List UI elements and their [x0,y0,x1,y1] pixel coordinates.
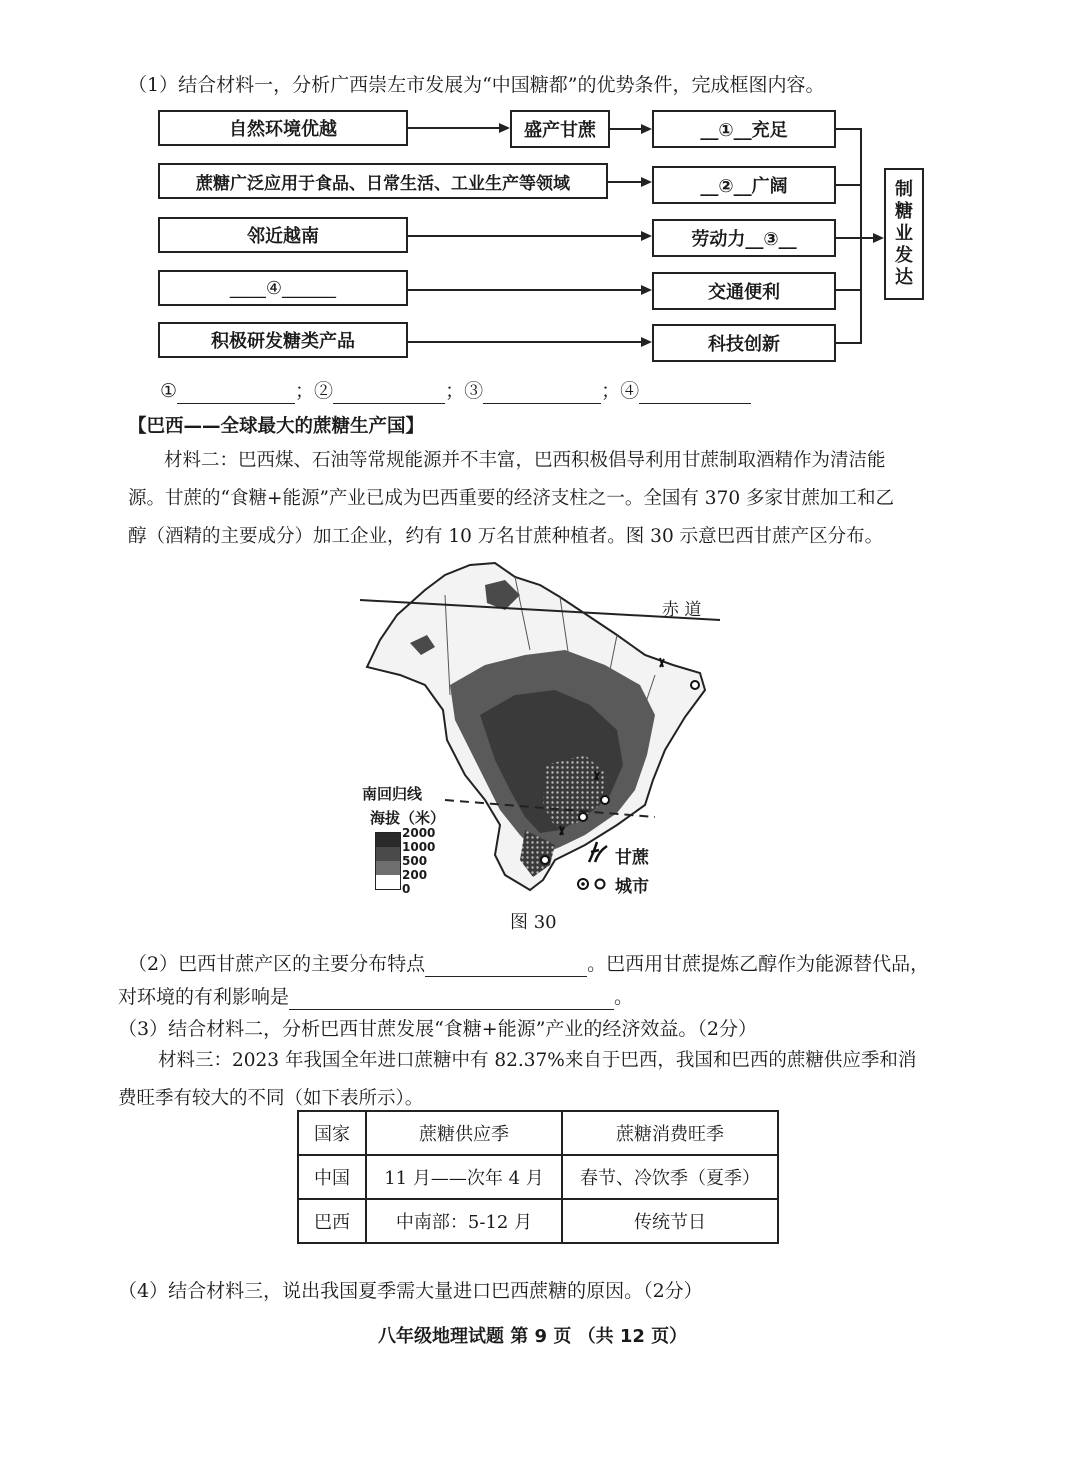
diagram-result-box [884,168,924,300]
q2-text-a: （2）巴西甘蔗产区的主要分布特点 [128,953,426,975]
answer-blank-2[interactable] [333,383,445,404]
answer-label-4: ；④ [601,380,640,402]
section-title: 【巴西——全球最大的蔗糖生产国】 [128,416,425,437]
sugarcane-legend-icon [585,840,611,869]
diagram-left-box-2: 蔗糖广泛应用于食品、日常生活、工业生产等领域 [158,163,608,199]
question-4: （4）结合材料三，说出我国夏季需大量进口巴西蔗糖的原因。（2分） [118,1280,703,1302]
arrow-head [641,231,652,241]
arrow-head [641,337,652,347]
table-header-country: 国家 [298,1111,366,1155]
material-2-line-3: 醇（酒精的主要成分）加工企业，约有 10 万名甘蔗种植者。图 30 示意巴西甘蔗产区分布。 [128,526,884,547]
material-2 [128,442,968,556]
figure-caption: 图 30 [510,912,557,933]
answer-blank-1[interactable] [177,383,295,404]
diagram-left-box-4: ____④______ [158,270,408,306]
q2-text-c: 对环境的有利影响是 [118,986,290,1008]
table-cell: 春节、冷饮季（夏季） [562,1155,778,1199]
material-3-line-2: 费旺季有较大的不同（如下表所示）。 [118,1088,424,1109]
legend-title: 海拔（米） [370,809,446,827]
result-char-4: 发 [895,245,913,266]
legend-label-500: 500 [402,854,428,868]
question-1-prompt: （1）结合材料一，分析广西崇左市发展为“中国糖都”的优势条件，完成框图内容。 [128,74,825,96]
sugar-season-table [297,1110,779,1244]
diagram-mid-box: 盛产甘蔗 [510,110,610,148]
connector-line [608,181,641,183]
city-legend-label: 城市 [615,877,649,897]
diagram-left-box-1: 自然环境优越 [158,110,408,146]
connector-line [836,184,862,186]
table-cell: 中南部：5-12 月 [366,1199,562,1243]
connector-line [860,128,862,344]
tropic-label: 南回归线 [362,785,423,803]
city-legend-icon [576,876,610,895]
question-2-line-2 [118,984,633,1010]
result-char-5: 达 [895,267,913,288]
diagram-right-box-1: __①__充足 [652,110,836,148]
page-footer: 八年级地理试题 第 9 页 （共 12 页） [378,1326,688,1347]
arrow-head [641,124,652,134]
connector-line [610,128,641,130]
material-3 [118,1042,978,1118]
table-cell: 中国 [298,1155,366,1199]
legend-labels [402,826,435,896]
q2-blank-2[interactable] [289,989,614,1010]
diagram-right-box-5: 科技创新 [652,324,836,362]
answer-blank-3[interactable] [483,383,601,404]
legend-swatch-1000 [376,847,400,861]
connector-line [408,289,641,291]
table-header-row [298,1111,778,1155]
legend-label-200: 200 [402,868,428,882]
material-2-line-2: 源。甘蔗的“食糖+能源”产业已成为巴西重要的经济支柱之一。全国有 370 多家甘蔗加工和乙 [128,488,894,509]
legend-swatch-column [375,832,401,890]
diagram-right-box-4: 交通便利 [652,272,836,310]
q2-text-b: 。巴西用甘蔗提炼乙醇作为能源替代品， [587,953,930,975]
connector-line [408,341,641,343]
connector-line [408,235,641,237]
arrow-head [499,123,510,133]
table-cell: 11 月——次年 4 月 [366,1155,562,1199]
arrow-head [641,285,652,295]
legend-swatch-200 [376,875,400,889]
equator-label: 赤 道 [662,600,702,620]
answer-label-3: ；③ [445,380,484,402]
legend-swatch-500 [376,861,400,875]
connector-line [408,127,499,129]
connector-line [836,237,873,239]
legend-label-2000: 2000 [402,826,436,840]
result-char-1: 制 [895,179,913,200]
sugarcane-legend-label: 甘蔗 [615,848,649,868]
legend-label-0: 0 [402,882,411,896]
table-header-consumption: 蔗糖消费旺季 [562,1111,778,1155]
diagram-left-box-3: 邻近越南 [158,217,408,253]
material-3-line-1: 材料三：2023 年我国全年进口蔗糖中有 82.37%来自于巴西，我国和巴西的蔗糖供应季和消 [158,1050,917,1071]
arrow-head [641,177,652,187]
answer-blank-4[interactable] [639,383,751,404]
q2-text-d: 。 [614,986,634,1008]
material-2-line-1: 材料二：巴西煤、石油等常规能源并不丰富，巴西积极倡导利用甘蔗制取酒精作为清洁能 [164,450,886,471]
connector-line [836,128,862,130]
connector-line [836,342,862,344]
diagram-right-box-3: 劳动力__③__ [652,219,836,257]
table-row [298,1155,778,1199]
answer-label-2: ；② [295,380,334,402]
elevation-legend [375,832,401,890]
q1-answer-line [160,378,751,404]
question-2-line-1 [128,951,929,977]
result-char-3: 业 [895,223,913,244]
q2-blank-1[interactable] [425,956,587,977]
table-row [298,1199,778,1243]
answer-label-1: ① [160,380,178,402]
table-cell: 传统节日 [562,1199,778,1243]
connector-line [836,289,862,291]
table-header-supply: 蔗糖供应季 [366,1111,562,1155]
result-char-2: 糖 [895,201,913,222]
arrow-head [873,233,884,243]
question-3: （3）结合材料二，分析巴西甘蔗发展“食糖+能源”产业的经济效益。（2分） [118,1018,758,1040]
legend-swatch-2000 [376,833,400,847]
legend-label-1000: 1000 [402,840,436,854]
diagram-right-box-2: __②__广阔 [652,166,836,204]
table-cell: 巴西 [298,1199,366,1243]
diagram-left-box-5: 积极研发糖类产品 [158,322,408,358]
